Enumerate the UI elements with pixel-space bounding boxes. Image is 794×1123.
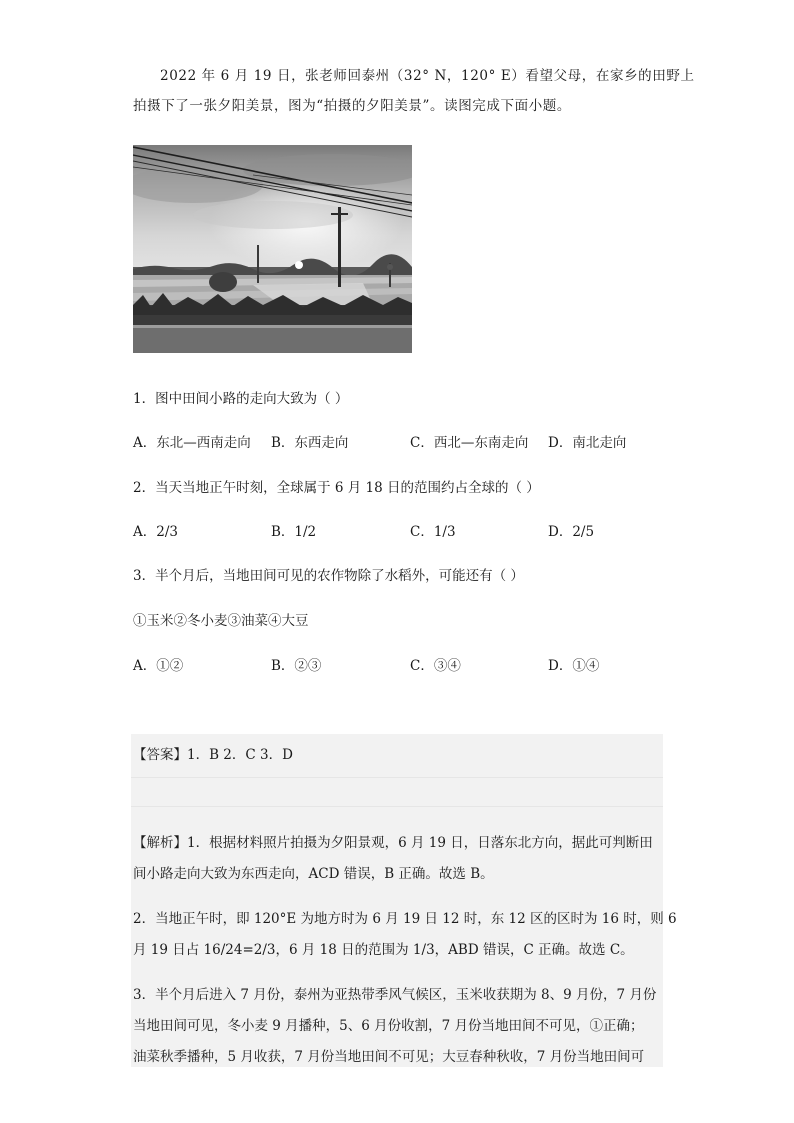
analysis-line-3: 2．当地正午时，即 120°E 为地方时为 6 月 19 日 12 时，东 12 区的区时为 16 时，则 6 [133, 911, 677, 927]
analysis-line-1: 【解析】1．根据材料照片拍摄为夕阳景观，6 月 19 日，日落东北方向，据此可判断田 [133, 835, 653, 851]
sunset-photo [133, 145, 412, 353]
question-1-option-b: B．东西走向 [271, 435, 349, 451]
analysis-line-7: 油菜秋季播种，5 月收获，7 月份当地田间不可见；大豆春种秋收，7 月份当地田间可 [133, 1049, 645, 1065]
analysis-line-6: 当地田间可见，冬小麦 9 月播种，5、6 月份收割，7 月份当地田间不可见，①正确； [133, 1018, 644, 1034]
intro-line-2: 拍摄下了一张夕阳美景，图为“拍摄的夕阳美景”。读图完成下面小题。 [133, 98, 572, 114]
answer-line: 【答案】1．B 2．C 3．D [133, 747, 293, 763]
question-3-option-a: A．①② [133, 658, 184, 674]
question-1-stem: 1．图中田间小路的走向大致为（ ） [133, 391, 349, 407]
question-1-option-a: A．东北—西南走向 [133, 435, 251, 451]
question-3-stem: 3．半个月后，当地田间可见的农作物除了水稻外，可能还有（ ） [133, 568, 524, 584]
question-2-option-d: D．2/5 [548, 524, 595, 540]
intro-line-1: 2022 年 6 月 19 日，张老师回泰州（32° N，120° E）看望父母，在家乡的田野上 [160, 68, 695, 84]
question-3-option-c: C．③④ [410, 658, 461, 674]
question-3-choices: ①玉米②冬小麦③油菜④大豆 [133, 613, 309, 629]
analysis-line-4: 月 19 日占 16/24=2/3，6 月 18 日的范围为 1/3，ABD 错误，C 正确。故选 C。 [133, 942, 634, 958]
divider [131, 806, 663, 807]
question-3-option-b: B．②③ [271, 658, 322, 674]
question-2-option-b: B．1/2 [271, 524, 317, 540]
question-3-option-d: D．①④ [548, 658, 600, 674]
question-1-option-c: C．西北—东南走向 [410, 435, 529, 451]
question-2-option-c: C．1/3 [410, 524, 456, 540]
analysis-line-5: 3．半个月后进入 7 月份，泰州为亚热带季风气候区，玉米收获期为 8、9 月份，7 月份 [133, 987, 657, 1003]
question-2-stem: 2．当天当地正午时刻，全球属于 6 月 18 日的范围约占全球的（ ） [133, 480, 540, 496]
question-1-option-d: D．南北走向 [548, 435, 627, 451]
divider [131, 777, 663, 778]
question-2-option-a: A．2/3 [133, 524, 178, 540]
analysis-line-2: 间小路走向大致为东西走向，ACD 错误，B 正确。故选 B。 [133, 866, 494, 882]
